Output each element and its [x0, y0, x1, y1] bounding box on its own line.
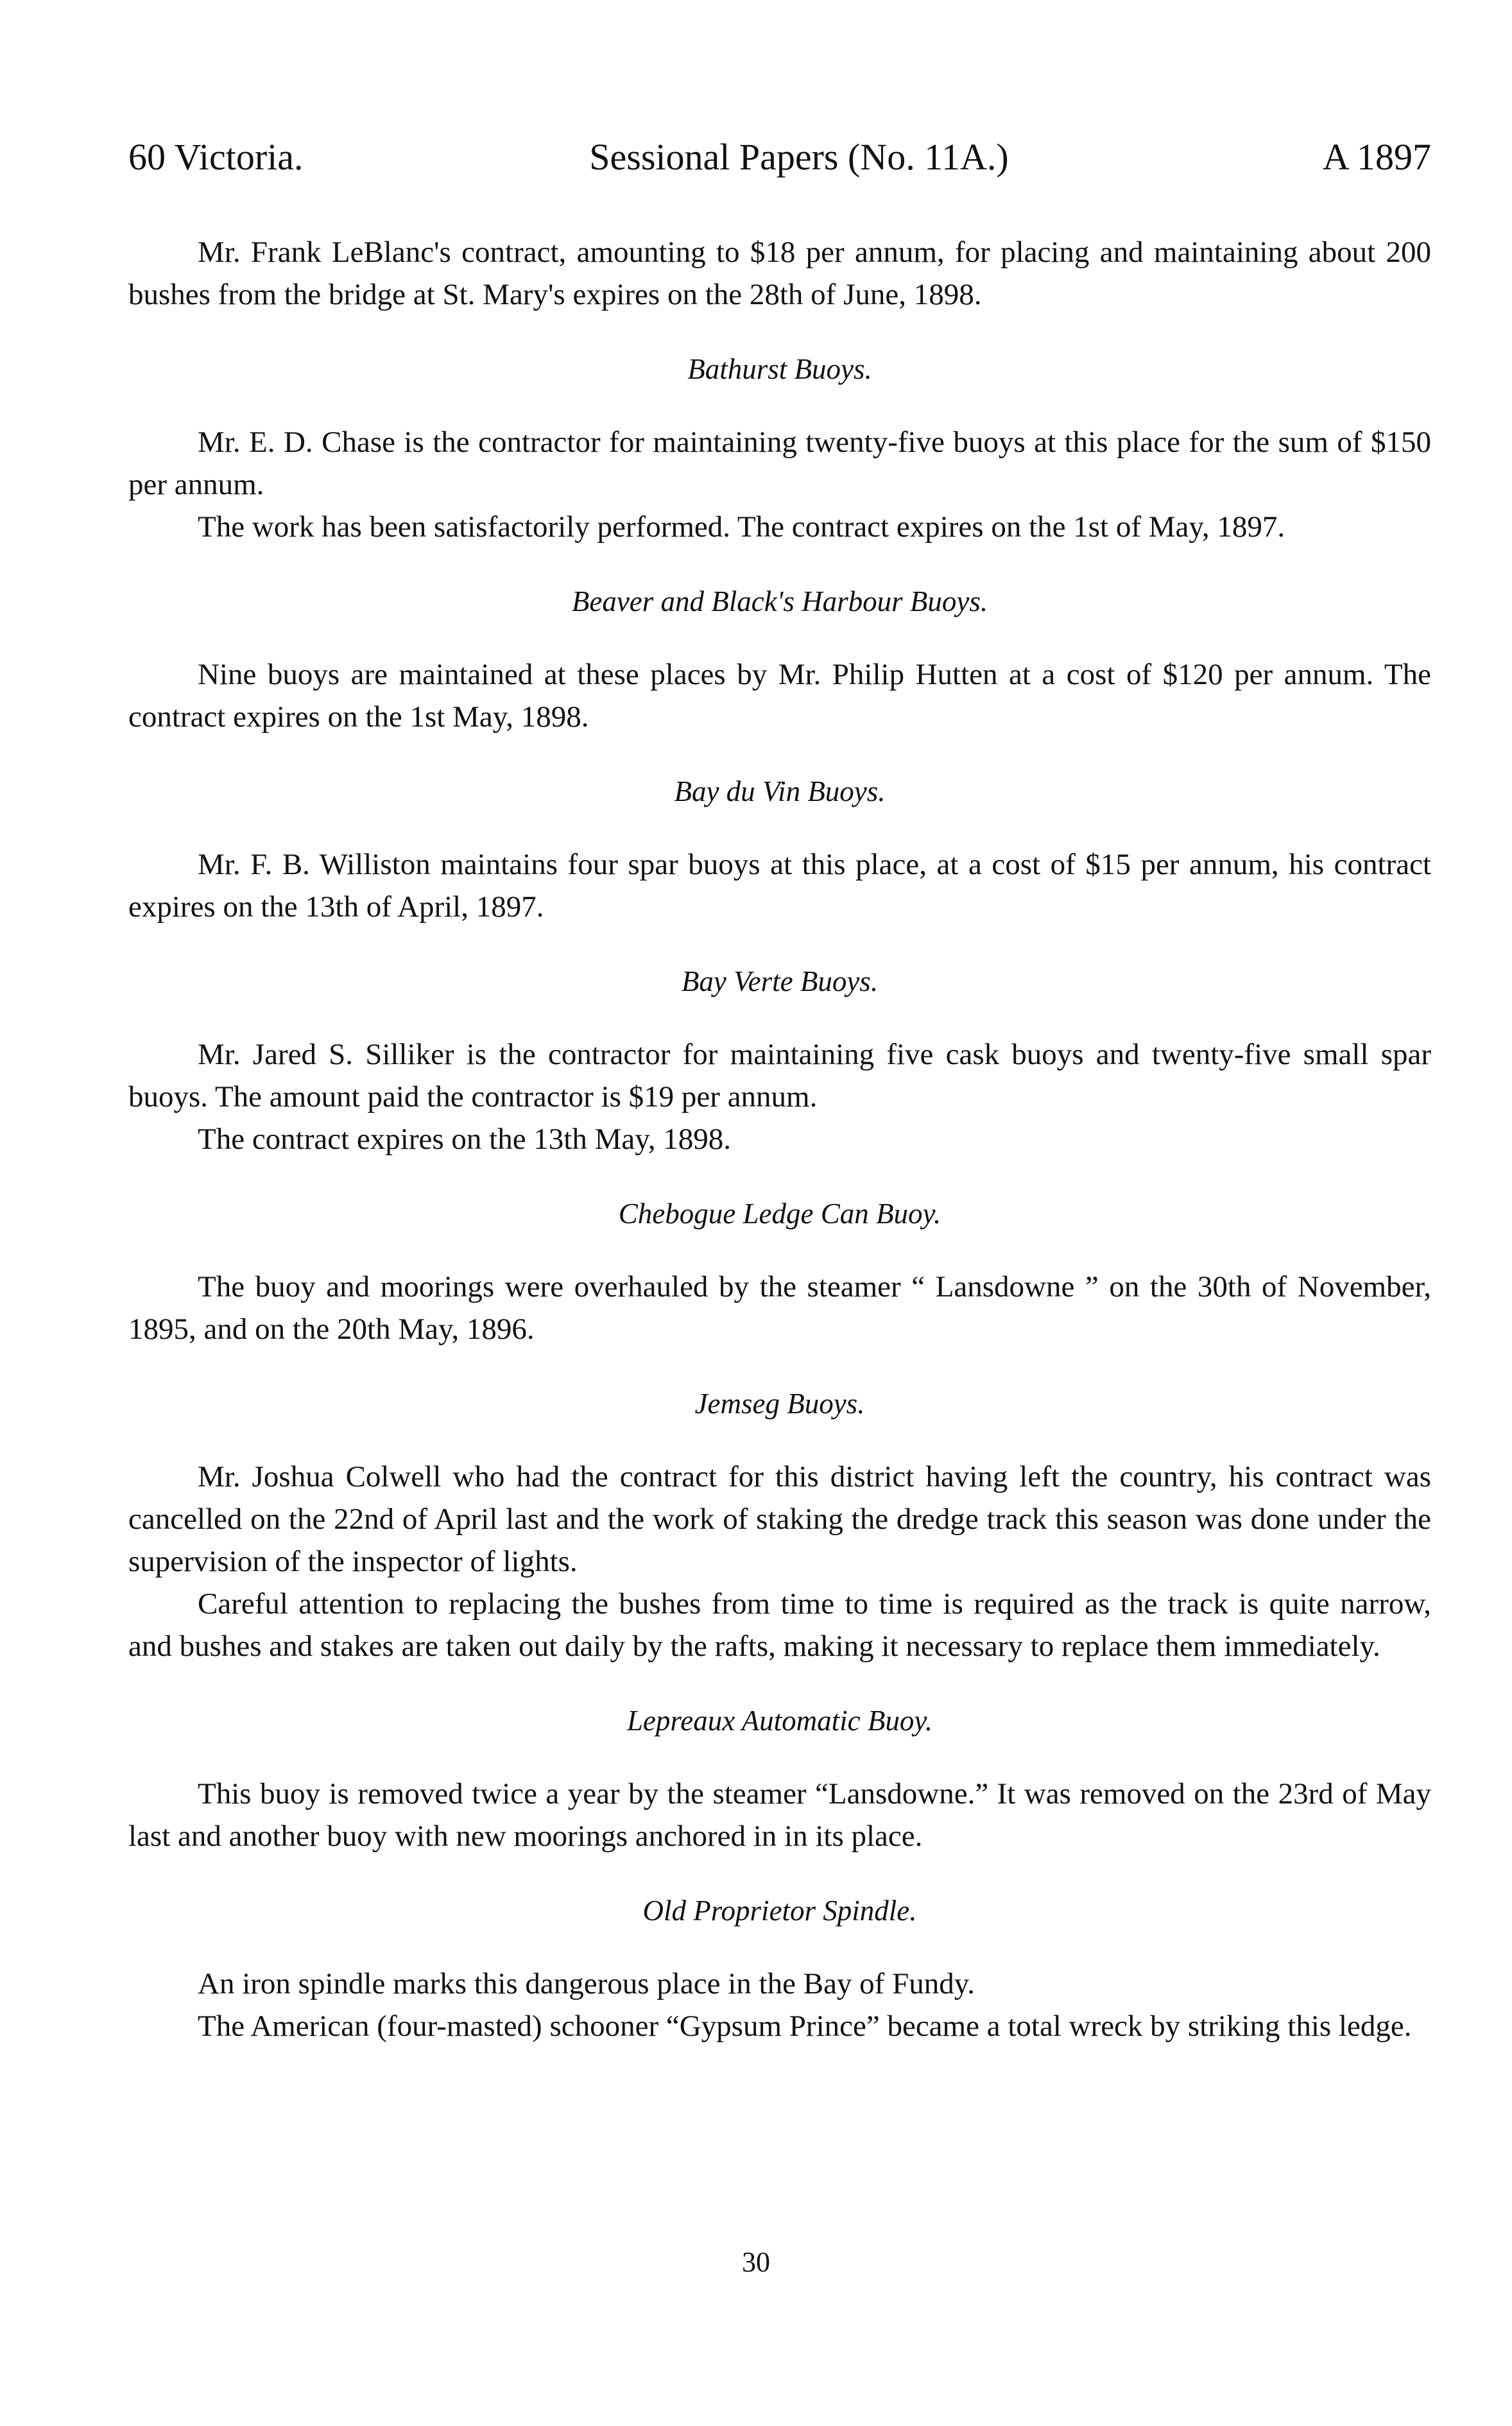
intro-section: [128, 231, 1431, 316]
section-chebogue-ledge-can-buoy: [128, 1192, 1431, 1350]
section-heading: Bathurst Buoys.: [687, 353, 872, 385]
paragraph: Mr. E. D. Chase is the contractor for maintaining twenty-five buoys at this place for the sum of $150 per annum.: [128, 426, 1431, 501]
paragraph: The buoy and moorings were overhauled by the steamer “ Lansdowne ” on the 30th of November, 1895, and on the 20th May, 1896.: [128, 1270, 1431, 1346]
paragraph: The contract expires on the 13th May, 1898.: [198, 1123, 731, 1156]
running-header: [128, 135, 1431, 180]
section-bay-du-vin-buoys: [128, 770, 1431, 928]
section-heading: Jemseg Buoys.: [694, 1388, 865, 1420]
section-heading: Old Proprietor Spindle.: [642, 1895, 917, 1927]
paragraph: Mr. F. B. Williston maintains four spar buoys at this place, at a cost of $15 per annum, his contract expires on the 13th of April, 1897.: [128, 848, 1431, 924]
paragraph: An iron spindle marks this dangerous place in the Bay of Fundy.: [198, 1967, 975, 2000]
section-old-proprietor-spindle: [128, 1889, 1431, 2047]
paragraph: Careful attention to replacing the bushes from time to time is required as the track is quite narrow, and bushes and stakes are taken out daily by the rafts, making it necessary to replace them immediately.: [128, 1587, 1431, 1663]
section-heading: Beaver and Black's Harbour Buoys.: [571, 585, 988, 617]
section-bathurst-buoys: [128, 348, 1431, 548]
paragraph: Mr. Frank LeBlanc's contract, amounting to $18 per annum, for placing and maintaining about 200 bushes from the bridge at St. Mary's expires on the 28th of June, 1898.: [128, 236, 1431, 311]
paragraph: The work has been satisfactorily performed. The contract expires on the 1st of May, 1897.: [198, 510, 1285, 544]
section-bay-verte-buoys: [128, 960, 1431, 1160]
paragraph: Mr. Joshua Colwell who had the contract for this district having left the country, his contract was cancelled on the 22nd of April last and the work of staking the dredge track this season was done under the supervision of the inspector of lights.: [128, 1460, 1431, 1578]
paragraph: This buoy is removed twice a year by the steamer “Lansdowne.” It was removed on the 23rd of May last and another buoy with new moorings anchored in in its place.: [128, 1777, 1431, 1853]
header-center: Sessional Papers (No. 11A.): [589, 136, 1009, 178]
section-heading: Chebogue Ledge Can Buoy.: [618, 1198, 941, 1230]
page-number: 30: [742, 2246, 770, 2278]
section-heading: Bay du Vin Buoys.: [674, 775, 886, 807]
section-lepreaux-automatic-buoy: [128, 1699, 1431, 1857]
header-left: 60 Victoria.: [128, 136, 304, 178]
section-jemseg-buoys: [128, 1382, 1431, 1667]
section-heading: Bay Verte Buoys.: [681, 965, 879, 997]
paragraph: Mr. Jared S. Silliker is the contractor for maintaining five cask buoys and twenty-five small spar buoys. The amount paid the contractor is $19 per annum.: [128, 1038, 1431, 1114]
paragraph: The American (four-masted) schooner “Gypsum Prince” became a total wreck by striking this ledge.: [198, 2009, 1412, 2043]
header-right: A 1897: [1322, 136, 1431, 178]
paragraph: Nine buoys are maintained at these places by Mr. Philip Hutten at a cost of $120 per annum. The contract expires on the 1st May, 1898.: [128, 658, 1431, 734]
section-heading: Lepreaux Automatic Buoy.: [626, 1705, 933, 1737]
section-beaver-blacks-harbour-buoys: [128, 580, 1431, 738]
document-page: [128, 135, 1431, 2065]
